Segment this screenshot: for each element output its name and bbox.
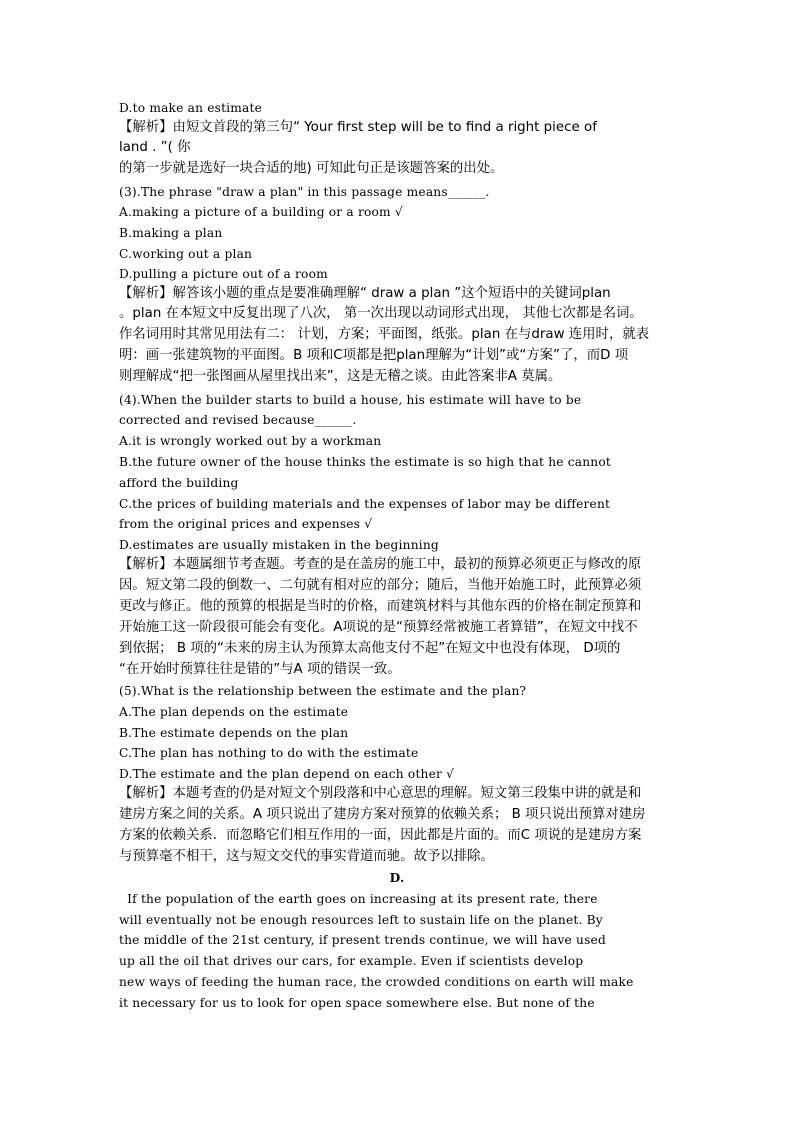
passage-line: the middle of the 21st century, if present trends continue, we will have used xyxy=(119,933,606,947)
analysis-line: 则理解成“把一张图画从屋里找出来”，这是无稽之谈。由此答案非A 莫属。 xyxy=(119,369,562,384)
analysis-line: land . ”( 你 xyxy=(119,140,191,155)
analysis-line: 建房方案之间的关系。A 项只说出了建房方案对预算的依赖关系； B 项只说出预算对建房 xyxy=(119,807,646,822)
analysis-line: 的第一步就是选好一块合适的地) 可知此句正是该题答案的出处。 xyxy=(119,161,504,176)
option-line: C.the prices of building materials and the expenses of labor may be different xyxy=(119,497,611,511)
passage-line: new ways of feeding the human race, the crowded conditions on earth will make xyxy=(119,975,634,989)
passage-line: it necessary for us to look for open space somewhere else. But none of the xyxy=(119,996,595,1010)
analysis-line: 与预算毫不相干，这与短文交代的事实背道而驰。故予以排除。 xyxy=(119,849,494,864)
analysis-line: 因。短文第二段的倒数一、二句就有相对应的部分；随后，当他开始施工时，此预算必须 xyxy=(119,578,642,593)
option-line: D.to make an estimate xyxy=(119,101,262,115)
option-line: D.The estimate and the plan depend on each other √ xyxy=(119,767,455,781)
analysis-line: 【解析】解答该小题的重点是要准确理解“ draw a plan ”这个短语中的关键词plan xyxy=(119,286,611,301)
passage-line: If the population of the earth goes on increasing at its present rate, there xyxy=(119,892,598,906)
option-line: A.The plan depends on the estimate xyxy=(119,705,349,719)
analysis-line: 作名词用时其常见用法有二： 计划，方案；平面图，纸张。plan 在与draw 连用时，就表 xyxy=(119,327,650,342)
option-line: from the original prices and expenses √ xyxy=(119,517,373,531)
question-line: (5).What is the relationship between the estimate and the plan? xyxy=(119,684,527,698)
analysis-line: 明：画一张建筑物的平面图。B 项和C项都是把plan理解为“计划”或“方案”了，而D 项 xyxy=(119,348,629,363)
analysis-line: 到依据； B 项的“未来的房主认为预算太高他支付不起”在短文中也没有体现， D项的 xyxy=(119,641,621,656)
option-line: C.working out a plan xyxy=(119,247,253,261)
option-line: A.it is wrongly worked out by a workman xyxy=(119,434,382,448)
passage-line: will eventually not be enough resources left to sustain life on the planet. By xyxy=(119,913,603,927)
analysis-line: 【解析】由短文首段的第三句“ Your first step will be to find a right piece of xyxy=(119,120,597,135)
option-line: B.the future owner of the house thinks the estimate is so high that he cannot xyxy=(119,455,611,469)
option-line: B.making a plan xyxy=(119,226,223,240)
analysis-line: 【解析】本题属细节考查题。考查的是在盖房的施工中，最初的预算必须更正与修改的原 xyxy=(119,557,642,572)
section-heading: D. xyxy=(389,871,405,885)
analysis-line: 【解析】本题考查的仍是对短文个别段落和中心意思的理解。短文第三段集中讲的就是和 xyxy=(119,786,642,801)
option-line: A.making a picture of a building or a room √ xyxy=(119,205,403,219)
analysis-line: 。plan 在本短文中反复出现了八次， 第一次出现以动词形式出现， 其他七次都是名词。 xyxy=(119,306,643,321)
option-line: D.estimates are usually mistaken in the beginning xyxy=(119,538,439,552)
question-line: (4).When the builder starts to build a house, his estimate will have to be xyxy=(119,393,582,407)
option-line: afford the building xyxy=(119,476,239,490)
question-line: corrected and revised because______. xyxy=(119,413,357,427)
option-line: D.pulling a picture out of a room xyxy=(119,267,328,281)
analysis-line: 开始施工这一阶段很可能会有变化。A项说的是“预算经常被施工者算错”，在短文中找不 xyxy=(119,620,638,635)
analysis-line: 方案的依赖关系．而忽略它们相互作用的一面，因此都是片面的。而C 项说的是建房方案 xyxy=(119,828,642,843)
analysis-line: 更改与修正。他的预算的根据是当时的价格，而建筑材料与其他东西的价格在制定预算和 xyxy=(119,599,642,614)
analysis-line: “在开始时预算往往是错的”与A 项的错误一致。 xyxy=(119,662,401,677)
option-line: C.The plan has nothing to do with the estimate xyxy=(119,746,419,760)
option-line: B.The estimate depends on the plan xyxy=(119,726,349,740)
passage-line: up all the oil that drives our cars, for example. Even if scientists develop xyxy=(119,954,584,968)
question-line: (3).The phrase "draw a plan" in this passage means______. xyxy=(119,185,490,199)
